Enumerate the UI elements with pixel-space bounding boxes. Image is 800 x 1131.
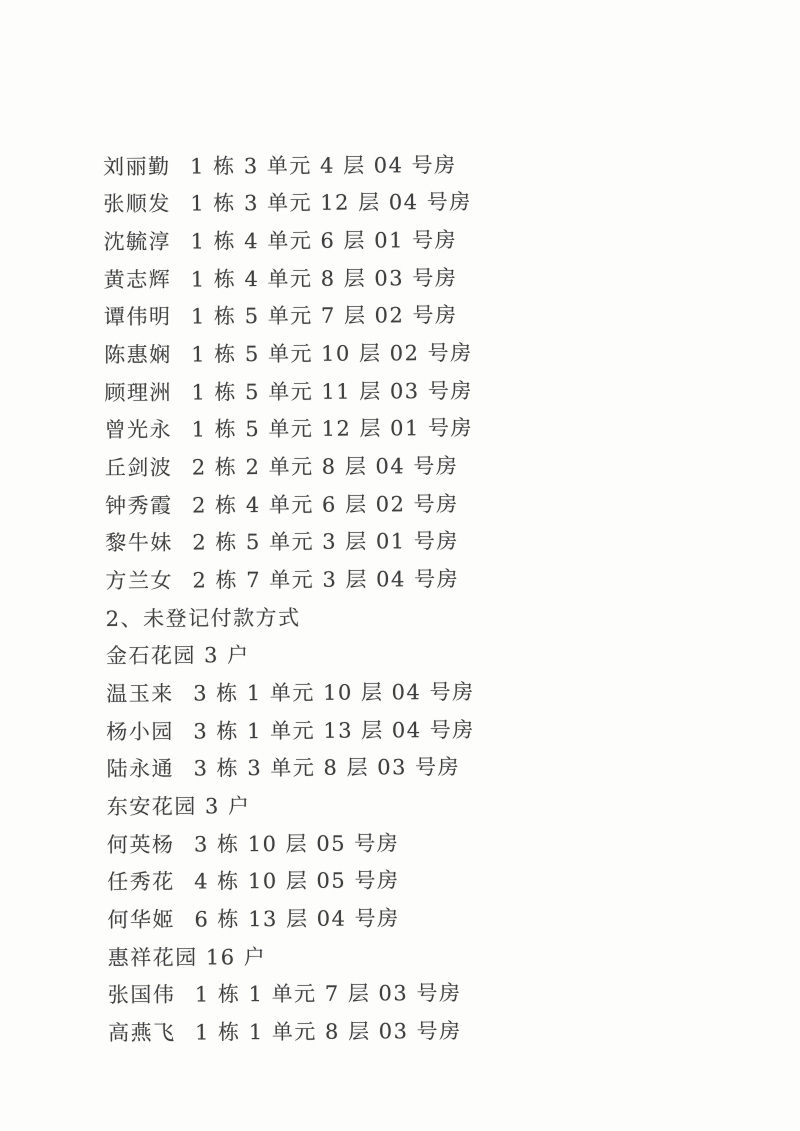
resident-entry-row xyxy=(104,257,704,298)
resident-entry-row xyxy=(106,708,706,749)
resident-entry-row xyxy=(105,558,705,599)
resident-name: 张顺发 xyxy=(103,192,171,217)
resident-entry-row xyxy=(107,897,707,938)
resident-address: 1 栋 4 单元 8 层 03 号房 xyxy=(190,265,458,292)
community-subheading-row xyxy=(108,934,708,975)
resident-entry-row xyxy=(103,181,703,222)
section-heading-text: 2、未登记付款方式 xyxy=(105,605,301,631)
resident-address: 2 栋 5 单元 3 层 01 号房 xyxy=(192,529,459,555)
resident-address: 1 栋 3 单元 12 层 04 号房 xyxy=(190,190,472,216)
resident-entry-row xyxy=(105,445,705,486)
resident-entry-row xyxy=(103,219,703,260)
resident-address: 6 栋 13 层 04 号房 xyxy=(194,906,400,932)
resident-name: 杨小园 xyxy=(106,719,174,744)
resident-list xyxy=(103,144,708,1051)
resident-entry-row xyxy=(103,144,703,185)
community-subheading-row xyxy=(106,633,706,674)
resident-name: 顾理洲 xyxy=(104,380,172,405)
resident-entry-row xyxy=(105,520,705,561)
resident-name: 陆永通 xyxy=(106,756,175,782)
resident-name: 曾光永 xyxy=(104,418,173,443)
resident-name: 钟秀霞 xyxy=(104,493,173,518)
resident-entry-row xyxy=(104,332,704,373)
resident-name: 张国伟 xyxy=(107,982,176,1008)
resident-name: 刘丽勤 xyxy=(103,154,171,179)
resident-address: 2 栋 2 单元 8 层 04 号房 xyxy=(191,454,459,480)
resident-name: 高燕飞 xyxy=(108,1020,176,1045)
resident-address: 3 栋 3 单元 8 层 03 号房 xyxy=(193,755,461,781)
resident-name: 谭伟明 xyxy=(103,305,172,330)
resident-entry-row xyxy=(108,972,708,1013)
resident-address: 1 栋 5 单元 7 层 02 号房 xyxy=(190,303,458,329)
resident-address: 4 栋 10 层 05 号房 xyxy=(194,868,400,894)
resident-name: 沈毓淳 xyxy=(103,229,172,255)
resident-address: 1 栋 5 单元 12 层 01 号房 xyxy=(191,416,474,442)
resident-entry-row xyxy=(104,294,704,335)
resident-entry-row xyxy=(105,482,705,523)
community-subheading-row xyxy=(107,784,707,825)
resident-name: 任秀花 xyxy=(107,869,175,895)
resident-entry-row xyxy=(105,407,705,448)
resident-address: 1 栋 1 单元 7 层 03 号房 xyxy=(194,981,462,1007)
community-name-text: 惠祥花园 16 户 xyxy=(107,944,267,970)
resident-name: 何华姬 xyxy=(107,907,176,932)
resident-name: 丘剑波 xyxy=(104,455,173,481)
community-name-text: 东安花园 3 户 xyxy=(106,794,251,819)
resident-address: 1 栋 4 单元 6 层 01 号房 xyxy=(190,228,458,254)
resident-address: 1 栋 5 单元 11 层 03 号房 xyxy=(191,378,473,405)
resident-name: 黎牛妹 xyxy=(105,530,173,556)
resident-address: 1 栋 5 单元 10 层 02 号房 xyxy=(191,340,473,367)
community-name-text: 金石花园 3 户 xyxy=(105,643,250,669)
resident-entry-row xyxy=(104,369,704,410)
resident-entry-row xyxy=(107,859,707,900)
resident-entry-row xyxy=(107,821,707,862)
section-heading-row xyxy=(106,595,706,636)
resident-name: 黄志辉 xyxy=(103,267,172,292)
resident-address: 2 栋 4 单元 6 层 02 号房 xyxy=(191,491,459,518)
resident-address: 1 栋 1 单元 8 层 03 号房 xyxy=(195,1018,462,1045)
resident-name: 何英杨 xyxy=(106,832,175,857)
resident-name: 方兰女 xyxy=(105,568,174,594)
resident-entry-row xyxy=(106,671,706,712)
resident-address: 3 栋 10 层 05 号房 xyxy=(193,830,400,857)
resident-address: 3 栋 1 单元 13 层 04 号房 xyxy=(193,717,475,744)
resident-entry-row xyxy=(108,1010,708,1051)
resident-address: 3 栋 1 单元 10 层 04 号房 xyxy=(193,679,475,706)
resident-name: 温玉来 xyxy=(106,681,174,707)
resident-address: 1 栋 3 单元 4 层 04 号房 xyxy=(190,152,457,179)
resident-name: 陈惠娴 xyxy=(104,342,172,368)
resident-address: 2 栋 7 单元 3 层 04 号房 xyxy=(192,567,460,593)
resident-entry-row xyxy=(106,746,706,787)
